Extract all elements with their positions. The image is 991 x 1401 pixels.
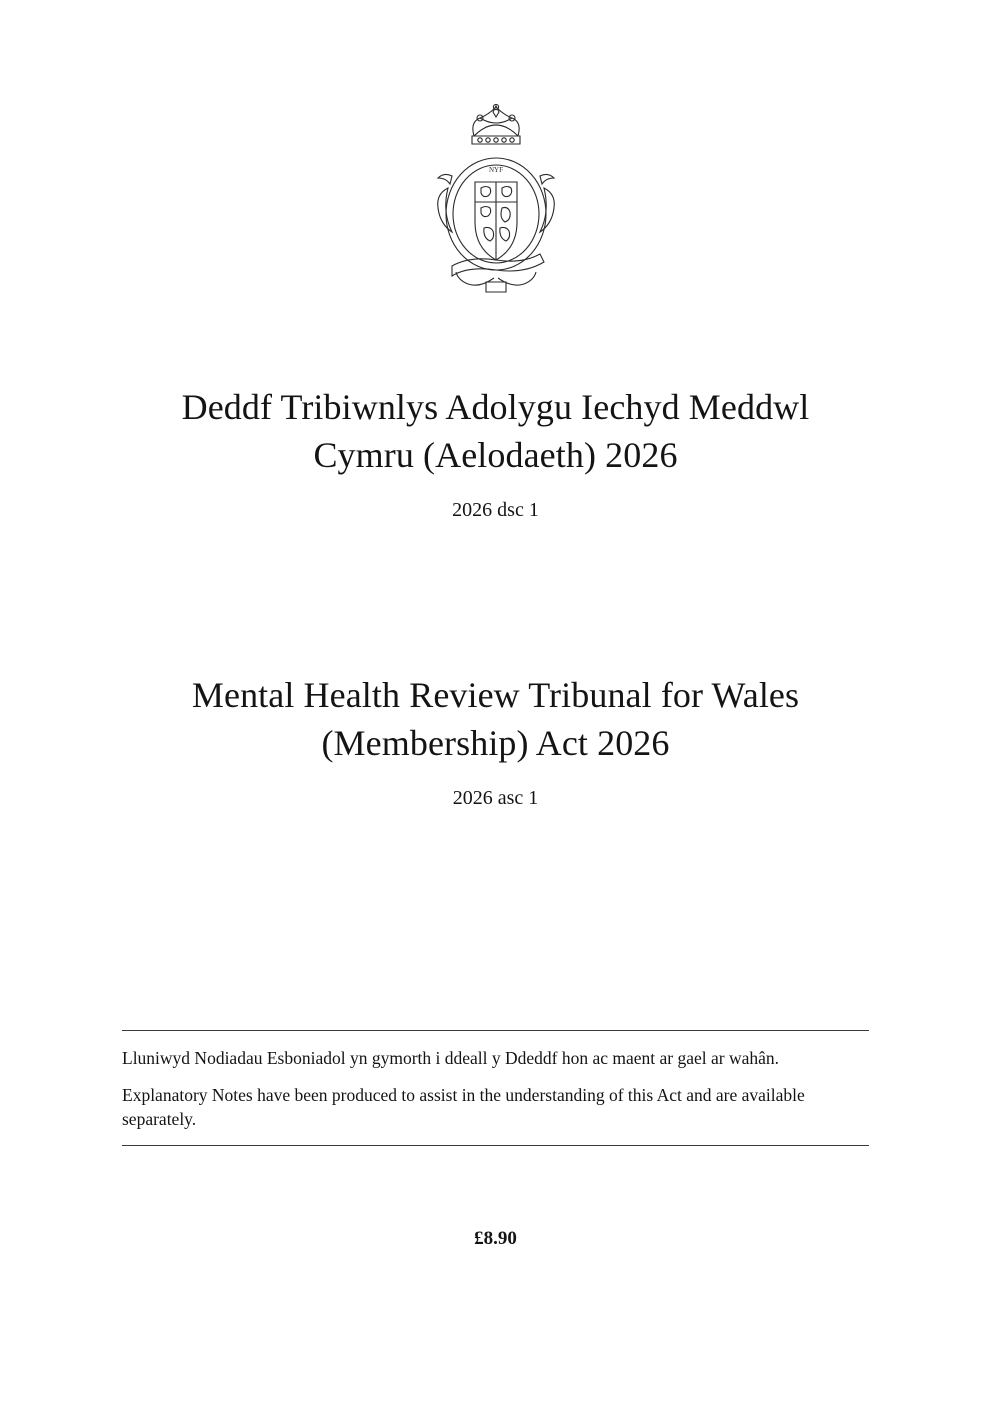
- explanatory-note-english: Explanatory Notes have been produced to assist in the understanding of this Act and are available separately.: [122, 1085, 805, 1129]
- welsh-title-block: [122, 384, 869, 522]
- welsh-act-title: Deddf Tribiwnlys Adolygu Iechyd Meddwl Cymru (Aelodaeth) 2026: [181, 387, 810, 475]
- welsh-act-chapter: 2026 dsc 1: [452, 499, 539, 522]
- explanatory-note-welsh: Lluniwyd Nodiadau Esboniadol yn gymorth i ddeall y Ddeddf hon ac maent ar gael ar wahân.: [122, 1048, 780, 1068]
- svg-text:NYF: NYF: [488, 166, 503, 174]
- crest-container: [122, 0, 869, 306]
- explanatory-notes-box: [122, 1030, 869, 1146]
- royal-crest-icon: [412, 96, 580, 306]
- notes-bottom-rule: [122, 1145, 869, 1146]
- english-act-chapter: 2026 asc 1: [452, 787, 539, 810]
- price-label: £8.90: [474, 1228, 517, 1249]
- english-title-block: [122, 672, 869, 810]
- english-act-title: Mental Health Review Tribunal for Wales (Membership) Act 2026: [191, 675, 800, 763]
